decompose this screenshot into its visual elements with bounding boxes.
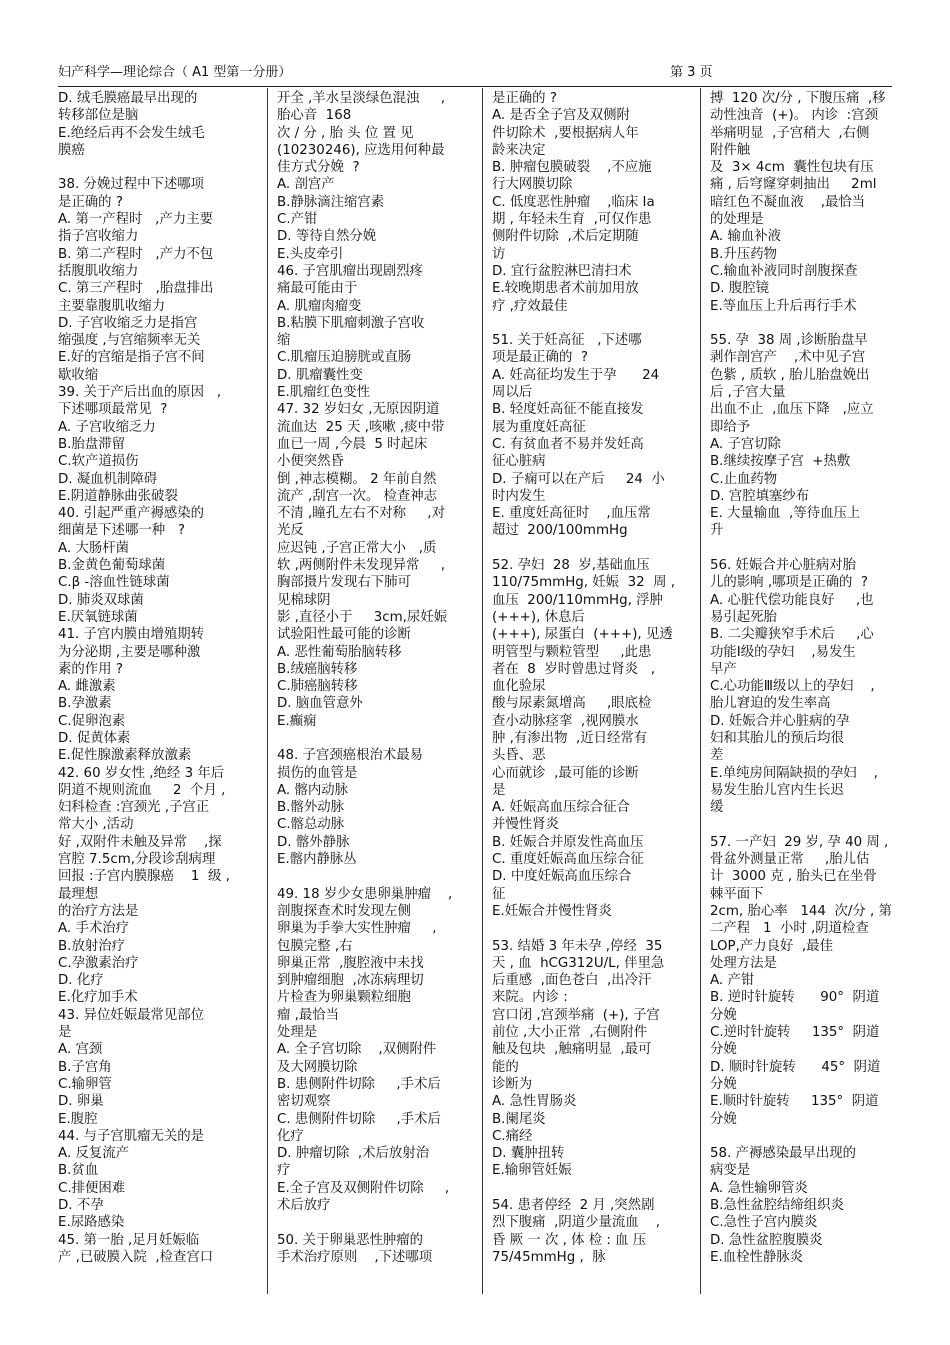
text-line: 色紫 , 质软 , 胎儿胎盘娩出 (710, 367, 870, 383)
text-line: B. 二尖瓣狭窄手术后 ,心 (710, 627, 874, 643)
text-line: 45. 第一胎 ,足月妊娠临 (58, 1232, 200, 1248)
text-line: 常大小 ,活动 (58, 817, 134, 833)
text-line: D. 腹腔镜 (710, 281, 769, 297)
text-line: 及大网膜切除 (277, 1059, 358, 1075)
text-line: A. 手术治疗 (58, 921, 129, 937)
text-line: D. 化疗 (58, 973, 104, 989)
text-line: C. 重度妊娠高血压综合征 (492, 852, 644, 868)
text-line: A. 急性输卵管炎 (710, 1180, 808, 1196)
text-line: A. 子宫收缩乏力 (58, 419, 156, 435)
text-line: 超过 200/100mmHg (492, 523, 628, 539)
text-line: 38. 分娩过程中下述哪项 (58, 177, 205, 193)
text-line: 棘平面下 (710, 886, 764, 902)
text-line: A. 恶性葡萄胎脑转移 (277, 644, 402, 660)
text-line: E.癫痫 (277, 713, 317, 729)
text-line: E. 重度妊高征时 ,血压常 (492, 506, 651, 522)
text-line: E.妊娠合并慢性肾炎 (492, 903, 612, 919)
text-line: C.促卵泡素 (58, 713, 126, 729)
text-line: 为分泌期 ,主要是哪种激 (58, 644, 201, 660)
text-line: E.好的宫缩是指子宫不间 (58, 350, 205, 366)
text-line: 处理方法是 (710, 955, 777, 971)
text-line: B.升压药物 (710, 246, 778, 262)
text-line: A. 是否全子宫及双侧附 (492, 108, 630, 124)
text-line: 行大网膜切除 (492, 177, 573, 193)
text-line: 举痛明显 ,子宫稍大 ,右侧 (710, 125, 870, 141)
text-line: 产 ,已破膜入院 ,检查宫口 (58, 1249, 214, 1265)
text-line: E.等血压上升后再行手术 (710, 298, 857, 314)
text-line: 50. 关于卵巢恶性肿瘤的 (277, 1232, 424, 1248)
text-line: A. 宫颈 (58, 1042, 103, 1058)
text-line: 即给予 (710, 419, 751, 435)
text-line: 周以后 (492, 385, 533, 401)
text-line: 佳方式分娩 ? (277, 160, 360, 176)
text-line: E.腹腔 (58, 1111, 98, 1127)
text-line: E.头皮牵引 (277, 246, 344, 262)
text-line: C.产钳 (277, 212, 318, 228)
text-line: C.急性子宫内膜炎 (710, 1215, 818, 1231)
text-line: 试验阳性最可能的诊断 (277, 627, 411, 643)
text-line: 痛 , 后穹窿穿刺抽出 2ml (710, 177, 877, 193)
text-line: D. 促黄体素 (58, 730, 131, 746)
text-line: 卵巢为手拳大实性肿瘤 , (277, 921, 437, 937)
text-line: 最理想 (58, 886, 99, 902)
text-line: A. 反复流产 (58, 1146, 129, 1162)
text-line: E.厌氧链球菌 (58, 609, 138, 625)
text-line: E.血栓性静脉炎 (710, 1249, 804, 1265)
text-line: 早产 (710, 661, 737, 677)
text-line: E.化疗加手术 (58, 990, 138, 1006)
text-line: 及 3× 4cm 囊性包块有压 (710, 160, 874, 176)
text-line: 56. 妊娠合并心脏病对胎 (710, 558, 857, 574)
text-line: 心而就诊 ,最可能的诊断 (492, 765, 639, 781)
text-line: D. 急性盆腔腹膜炎 (710, 1232, 823, 1248)
text-line: 42. 60 岁女性 ,绝经 3 年后 (58, 765, 225, 781)
text-line: 39. 关于产后出血的原因 , (58, 385, 222, 401)
text-line: 征心脏病 (492, 454, 546, 470)
text-line: 包膜完整 ,右 (277, 938, 353, 954)
text-line: D. 中度妊娠高血压综合 (492, 869, 632, 885)
column-divider (267, 88, 268, 1294)
text-line: 化疗 (277, 1128, 304, 1144)
text-line: 括腹肌收缩力 (58, 263, 139, 279)
text-line: 二产程 1 小时 ,阴道检查 (710, 921, 869, 937)
text-line: 血压 200/110mmHg, 浮肿 (492, 592, 663, 608)
text-line: B.粘膜下肌瘤刺激子宫收 (277, 315, 425, 331)
text-line: C.软产道损伤 (58, 454, 139, 470)
text-line: 剥作剖宫产 ,术中见子宫 (710, 350, 866, 366)
text-line: 41. 子宫内膜由增殖期转 (58, 627, 205, 643)
text-line: 差 (710, 748, 724, 764)
text-line: 出血不止 ,血压下降 ,应立 (710, 402, 874, 418)
text-line: 是正确的 ? (492, 91, 557, 106)
text-line: 开全 ,羊水呈淡绿色混浊 , (277, 91, 445, 106)
header-rule (58, 86, 892, 87)
column-divider (700, 88, 701, 1294)
text-line (277, 1214, 473, 1231)
text-line: E.较晚期患者术前加用放 (492, 281, 639, 297)
text-line: 触及包块 ,触痛明显 ,最可 (492, 1042, 652, 1058)
text-line: E.顺时针旋转 135° 阴道 (710, 1094, 879, 1110)
text-line: A. 全子宫切除 ,双侧附件 (277, 1042, 437, 1058)
text-line: (+++), 休息后 (492, 609, 585, 625)
text-line: 疗 (277, 1163, 291, 1179)
text-line (277, 868, 473, 885)
text-line: D. 绒毛膜癌最早出现的 (58, 91, 198, 106)
text-line: 胎心音 168 (277, 108, 352, 124)
text-line: 是 (58, 1025, 72, 1041)
text-line: 到肿瘤细胞 ,冰冻病理切 (277, 973, 424, 989)
text-line: 骨盆外测量正常 ,胎儿估 (710, 852, 870, 868)
text-line (710, 1128, 900, 1145)
text-line: D. 肺炎双球菌 (58, 592, 144, 608)
text-line: D. 宫腔填塞纱布 (710, 488, 810, 504)
text-line (710, 540, 900, 557)
text-line: B.贫血 (58, 1163, 99, 1179)
text-line (492, 540, 689, 557)
text-line: D. 卵巢 (58, 1094, 104, 1110)
text-line: 好 ,双附件未触及异常 ,探 (58, 834, 222, 850)
text-line: C.痛经 (492, 1128, 533, 1144)
text-line: 流血达 25 天 ,咳嗽 ,痰中带 (277, 419, 445, 435)
text-line: C.心功能Ⅲ级以上的孕妇 , (710, 679, 875, 695)
text-line: E.髂内静脉丛 (277, 852, 357, 868)
text-line: 指子宫收缩力 (58, 229, 139, 245)
text-line: 缓 (710, 800, 724, 816)
text-line: B.急性盆腔结缔组织炎 (710, 1198, 844, 1213)
text-line: 见棉球阴 (277, 592, 331, 608)
text-line: D. 肿瘤切除 ,术后放射治 (277, 1146, 430, 1162)
text-line: 妇科检查 :宫颈光 ,子宫正 (58, 800, 210, 816)
text-line: 瘤 ,最恰当 (277, 1007, 340, 1023)
text-line: B.孕激素 (58, 696, 112, 712)
text-line: 处理是 (277, 1025, 318, 1041)
text-line: 歇收缩 (58, 367, 99, 383)
text-line: 小便突然昏 (277, 454, 344, 470)
text-line: D. 等待自然分娩 (277, 229, 377, 245)
text-line: D. 肌瘤囊性变 (277, 367, 363, 383)
text-line (58, 159, 258, 176)
text-line: 宫口闭 ,宫颈举痛 (+), 子宫 (492, 1007, 660, 1023)
text-line: 光反 (277, 523, 304, 539)
text-line: E.绝经后再不会发生绒毛 (58, 125, 205, 141)
text-line: 后 ,子宫大量 (710, 385, 786, 401)
text-line: 明管型与颗粒管型 ,此患 (492, 644, 652, 660)
text-line: 分娩 (710, 1007, 737, 1023)
text-line: 44. 与子宫肌瘤无关的是 (58, 1128, 205, 1144)
text-line: 血化验尿 (492, 679, 546, 695)
text-line: 展为重度妊高征 (492, 419, 586, 435)
text-line: 57. 一产妇 29 岁, 孕 40 周 , (710, 834, 889, 850)
text-line: D. 囊肿扭转 (492, 1146, 565, 1162)
text-line: C.肺癌脑转移 (277, 679, 358, 695)
text-line: A. 雌激素 (58, 679, 116, 695)
text-line: D. 宜行盆腔淋巴清扫术 (492, 263, 632, 279)
text-line: 2cm, 胎心率 144 次/分 , 第 (710, 903, 892, 919)
text-line: 40. 引起严重产褥感染的 (58, 506, 205, 522)
text-line: 次 / 分 , 胎 头 位 置 见 (277, 125, 414, 141)
text-line: B. 逆时针旋转 90° 阴道 (710, 990, 880, 1006)
text-line: C. 第三产程时 ,胎盘排出 (58, 281, 214, 297)
text-line: D. 不孕 (58, 1198, 104, 1213)
text-line: 件切除术 ,要根据病人年 (492, 125, 639, 141)
text-line: A. 大肠杆菌 (58, 540, 129, 556)
text-line: 阴道不规则流血 2 个月 , (58, 782, 226, 798)
text-line: 侧附件切除 ,术后定期随 (492, 229, 639, 245)
text-line: B. 肿瘤包膜破裂 ,不应施 (492, 160, 652, 176)
text-line: A. 髂内动脉 (277, 782, 348, 798)
text-line: B. 第二产程时 ,产力不包 (58, 246, 214, 262)
text-line: 48. 子宫颈癌根治术最易 (277, 748, 424, 764)
text-line: 烈下腹痛 ,阴道少量流血 , (492, 1215, 660, 1231)
text-line: 是 (492, 782, 506, 798)
text-line: E.全子宫及双侧附件切除 , (277, 1180, 450, 1196)
text-line: 卵巢正常 ,腹腔液中未找 (277, 955, 424, 971)
text-line: C.止血药物 (710, 471, 778, 487)
text-line: 细菌是下述哪一种 ? (58, 523, 186, 539)
text-line: 病变是 (710, 1163, 751, 1179)
text-line: 征 (492, 886, 506, 902)
text-line: 的治疗方法是 (58, 903, 139, 919)
text-line: 天 , 血 hCG312U/L, 伴里急 (492, 955, 665, 971)
text-line: B.继续按摩子宫 +热敷 (710, 454, 851, 470)
text-line: B.金黄色葡萄球菌 (58, 558, 166, 574)
text-line: 后重感 ,面色苍白 ,出冷汗 (492, 973, 652, 989)
text-line (492, 920, 689, 937)
text-line: C.逆时针旋转 135° 阴道 (710, 1025, 880, 1041)
text-line: 升 (710, 523, 724, 539)
text-line: 下述哪项最常见 ? (58, 402, 168, 418)
text-line: 53. 结婚 3 年未孕 ,停经 35 (492, 938, 663, 954)
document-title: 妇产科学—理论综合（ A1 型第一分册） (58, 65, 292, 80)
column-divider (482, 88, 483, 1294)
text-line: 110/75mmHg, 妊娠 32 周 , (492, 575, 676, 591)
text-line: C.输卵管 (58, 1076, 112, 1092)
text-line: 75/45mmHg , 脉 (492, 1249, 606, 1265)
text-line: D. 子痫可以在产后 24 小 (492, 471, 665, 487)
text-line: 搏 120 次/分 , 下腹压痛 ,移 (710, 91, 886, 106)
text-line: 肿 ,有渗出物 ,近日经常有 (492, 730, 648, 746)
text-line (710, 816, 900, 833)
text-line (492, 315, 689, 332)
text-line: 昏 厥 一 次 , 体 检 : 血 压 (492, 1232, 647, 1248)
text-line: 暗红色不凝血液 ,最恰当 (710, 194, 866, 210)
text-line: 动性浊音 (+)。 内诊 :宫颈 (710, 108, 878, 124)
text-line: B.阑尾炎 (492, 1111, 546, 1127)
text-line: 片检查为卵巢颗粒细胞 (277, 990, 411, 1006)
text-line: B.子宫角 (58, 1059, 112, 1075)
text-line: 易引起死胎 (710, 609, 777, 625)
text-line: C.髂总动脉 (277, 817, 345, 833)
text-line (710, 315, 900, 332)
text-line: 诊断为 (492, 1076, 533, 1092)
text-line: C. 有贫血者不易并发妊高 (492, 436, 644, 452)
text-line: 妇和其胎儿的预后均很 (710, 730, 844, 746)
text-line: 能的 (492, 1059, 519, 1075)
text-line: C.孕激素治疗 (58, 955, 139, 971)
text-line: E.促性腺激素释放激素 (58, 748, 192, 764)
text-column-3 (492, 90, 689, 1290)
text-column-4 (710, 90, 900, 1290)
text-line: 易发生胎儿宫内生长迟 (710, 782, 844, 798)
text-line: E.尿路感染 (58, 1215, 125, 1231)
text-line: 回报 :子宫内膜腺癌 1 级 , (58, 869, 230, 885)
text-line: 倒 ,神志模糊。 2 年前自然 (277, 471, 437, 487)
text-line: 素的作用 ? (58, 661, 123, 677)
text-line: D. 子宫收缩乏力是指宫 (58, 315, 198, 331)
text-line (277, 730, 473, 747)
text-line: B.静脉滴注缩宫素 (277, 194, 385, 210)
text-line: 附件触 (710, 142, 751, 158)
text-line: C.肌瘤压迫膀胱或直肠 (277, 350, 412, 366)
text-line: A. 妊娠高血压综合征合 (492, 800, 630, 816)
text-line: B.胎盘滞留 (58, 436, 126, 452)
text-line: 计 3000 克 , 胎头已在坐骨 (710, 869, 877, 885)
text-line: A. 第一产程时 ,产力主要 (58, 212, 213, 228)
text-line: A. 输血补液 (710, 229, 781, 245)
text-line: 影 ,直径小于 3cm,尿妊娠 (277, 609, 448, 625)
text-column-2 (277, 90, 473, 1290)
text-line: 密切观察 (277, 1094, 331, 1110)
text-line: B.放射治疗 (58, 938, 126, 954)
text-line: 膜癌 (58, 142, 85, 158)
text-line: 分娩 (710, 1042, 737, 1058)
text-line: 缩 (277, 333, 291, 349)
text-line: A. 心脏代偿功能良好 ,也 (710, 592, 874, 608)
text-line: B. 患侧附件切除 ,手术后 (277, 1076, 441, 1092)
text-line: 软 ,两侧附件未发现异常 , (277, 558, 445, 574)
text-line: 术后放疗 (277, 1198, 331, 1213)
text-line: E.单纯房间隔缺损的孕妇 , (710, 765, 878, 781)
text-line: 分娩 (710, 1076, 737, 1092)
text-line: 46. 子宫肌瘤出现剧烈疼 (277, 263, 424, 279)
text-line: 时内发生 (492, 488, 546, 504)
text-line: 者在 8 岁时曾患过肾炎 , (492, 661, 656, 677)
text-column-1 (58, 90, 258, 1290)
text-line: 流产 ,刮宫一次。 检查神志 (277, 488, 438, 504)
text-line: 缩强度 ,与宫缩频率无关 (58, 333, 201, 349)
text-line: 手术治疗原则 ,下述哪项 (277, 1249, 433, 1265)
text-line: D. 髂外静脉 (277, 834, 350, 850)
text-line: 功能Ⅰ级的孕妇 ,易发生 (710, 644, 856, 660)
text-line: 疗 ,疗效最佳 (492, 298, 568, 314)
text-line: 胸部摄片发现右下肺可 (277, 575, 411, 591)
text-line: 胎儿窘迫的发生率高 (710, 696, 831, 712)
text-line: B.髂外动脉 (277, 800, 345, 816)
text-line: 转移部位是脑 (58, 108, 139, 124)
text-line: 宫腔 7.5cm,分段诊刮病理 (58, 852, 216, 868)
text-line: 剖腹探查术时发现左侧 (277, 903, 411, 919)
text-line: D. 妊娠合并心脏病的孕 (710, 713, 850, 729)
text-line: B. 妊娠合并原发性高血压 (492, 834, 644, 850)
text-line: A. 妊高征均发生于孕 24 (492, 367, 660, 383)
text-line: 访 (492, 246, 506, 262)
text-line: 期 , 年轻未生育 ,可仅作患 (492, 212, 652, 228)
text-line: 应迟钝 ,子宫正常大小 ,质 (277, 540, 437, 556)
text-line: 来院。内诊 : (492, 990, 568, 1006)
text-line: 的处理是 (710, 212, 764, 228)
text-line: A. 剖宫产 (277, 177, 335, 193)
text-line: 主要靠腹肌收缩力 (58, 298, 166, 314)
text-line: 54. 患者停经 2 月 ,突然剧 (492, 1198, 655, 1213)
text-line: C. 低度恶性肿瘤 ,临床 Ia (492, 194, 655, 210)
text-line: LOP,产力良好 ,最佳 (710, 938, 833, 954)
text-line: 58. 产褥感染最早出现的 (710, 1146, 857, 1162)
text-line: 49. 18 岁少女患卵巢肿瘤 , (277, 886, 453, 902)
text-line: 酸与尿素氮增高 ,眼底检 (492, 696, 652, 712)
text-line: 43. 异位妊娠最常见部位 (58, 1007, 205, 1023)
text-line: 52. 孕妇 28 岁,基础血压 (492, 558, 650, 574)
text-line: A. 子宫切除 (710, 436, 781, 452)
text-line: A. 肌瘤肉瘤变 (277, 298, 362, 314)
text-line: 是正确的 ? (58, 194, 123, 210)
text-line: D. 脑血管意外 (277, 696, 363, 712)
text-line: E.肌瘤红色变性 (277, 385, 371, 401)
text-line: A. 产钳 (710, 973, 755, 989)
text-line: 儿的影响 ,哪项是正确的 ? (710, 575, 869, 591)
text-line: 项是最正确的 ? (492, 350, 588, 366)
text-line: D. 凝血机制障碍 (58, 471, 158, 487)
text-line: (10230246), 应选用何种最 (277, 142, 445, 158)
text-line: 痛最可能由于 (277, 281, 358, 297)
text-line: 并慢性肾炎 (492, 817, 559, 833)
text-line: 51. 关于妊高征 ,下述哪 (492, 333, 642, 349)
text-line: C. 患侧附件切除 ,手术后 (277, 1111, 441, 1127)
text-line: A. 急性胃肠炎 (492, 1094, 577, 1110)
text-line: 47. 32 岁妇女 ,无原因阴道 (277, 402, 440, 418)
text-line: 血已一周 ,今晨 5 时起床 (277, 436, 428, 452)
text-line: 不清 ,瞳孔左右不对称 ,对 (277, 506, 445, 522)
text-line: E.输卵管妊娠 (492, 1163, 572, 1179)
text-line: B. 轻度妊高征不能直接发 (492, 402, 644, 418)
text-line (492, 1180, 689, 1197)
page-header (58, 62, 898, 84)
text-line: 龄来决定 (492, 142, 546, 158)
text-line: 55. 孕 38 周 ,诊断胎盘早 (710, 333, 868, 349)
text-line: E. 大量输血 ,等待血压上 (710, 506, 861, 522)
text-line: 分娩 (710, 1111, 737, 1127)
text-line: D. 顺时针旋转 45° 阴道 (710, 1059, 881, 1075)
text-line: 前位 ,大小正常 ,右侧附件 (492, 1025, 648, 1041)
text-line: 头昏、恶 (492, 748, 546, 764)
text-line: C.β -溶血性链球菌 (58, 575, 170, 591)
text-line: E.阴道静脉曲张破裂 (58, 488, 178, 504)
page-number: 第 3 页 (670, 65, 713, 80)
text-line: (+++), 尿蛋白 (+++), 见透 (492, 627, 673, 643)
text-line: 查小动脉痉挛 ,视网膜水 (492, 713, 639, 729)
text-line: B.绒癌脑转移 (277, 661, 358, 677)
text-line: C.输血补液同时剖腹探查 (710, 263, 858, 279)
text-line: 损伤的血管是 (277, 765, 358, 781)
text-line: C.排便困难 (58, 1180, 126, 1196)
